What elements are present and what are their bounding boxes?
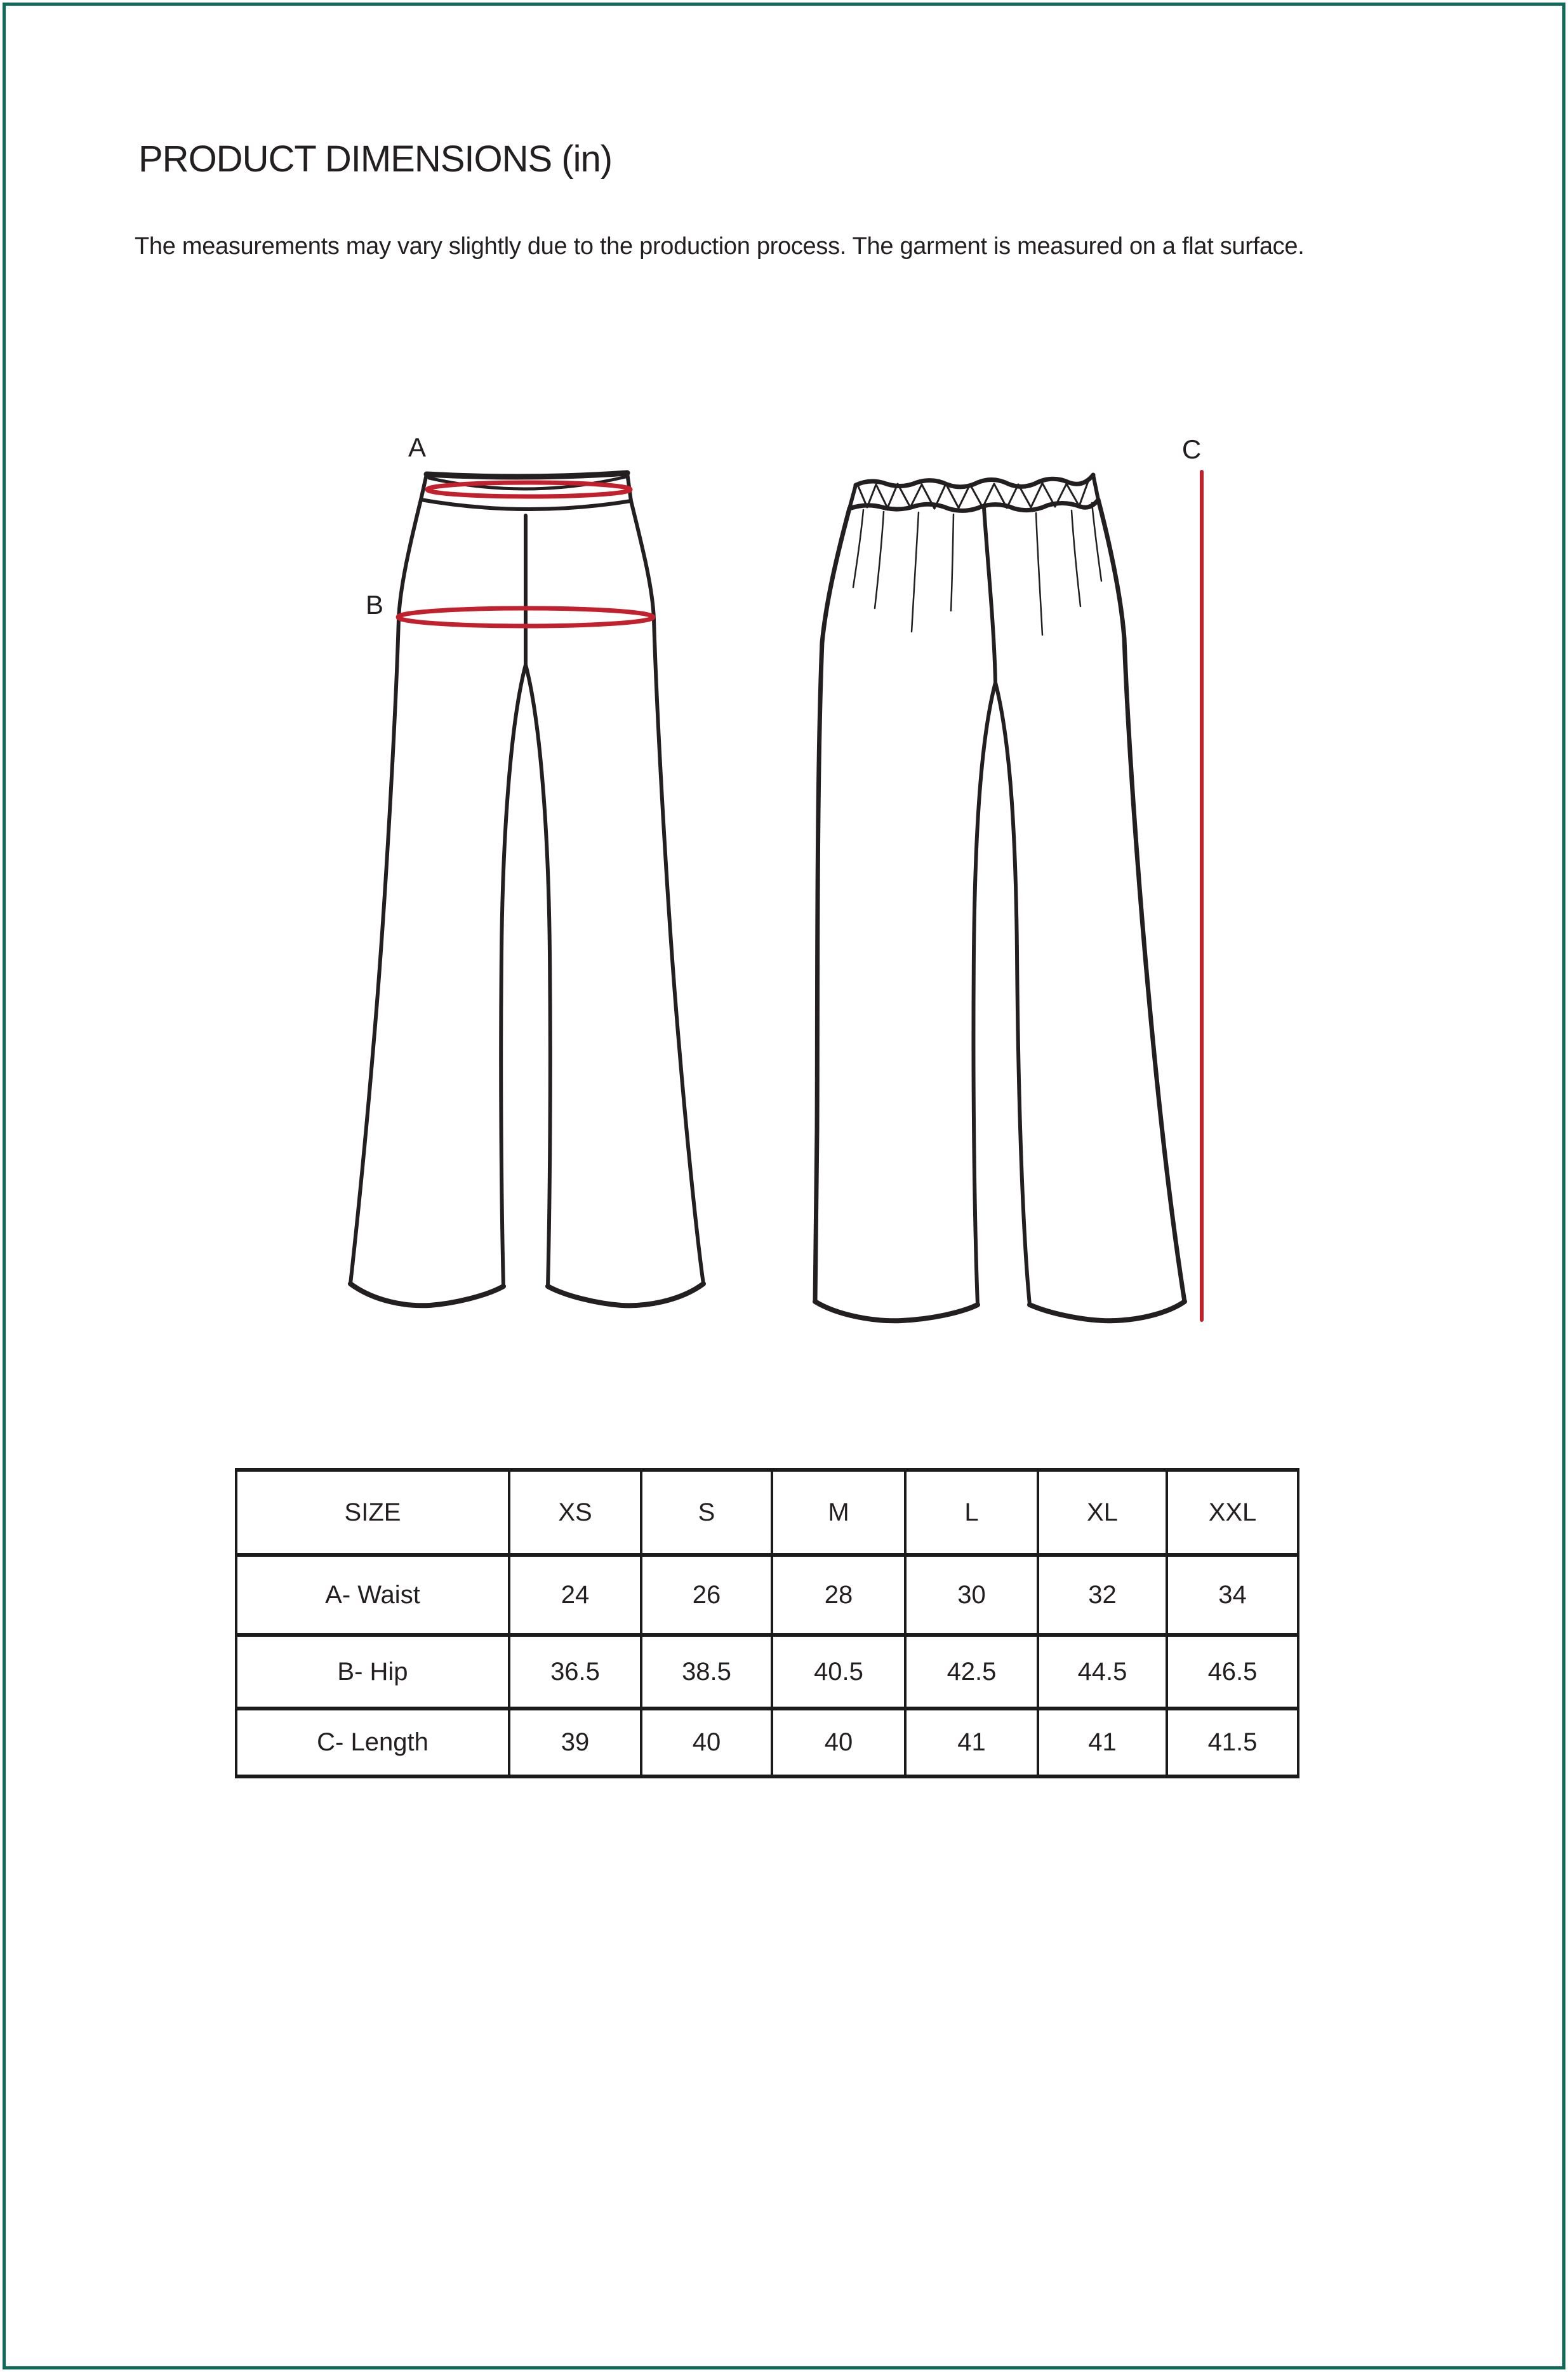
column-header-s: S xyxy=(641,1470,772,1555)
cell-value: 34 xyxy=(1167,1555,1298,1635)
cell-value: 30 xyxy=(905,1555,1038,1635)
cell-value: 32 xyxy=(1038,1555,1167,1635)
table-header-row xyxy=(236,1470,1298,1555)
cell-value: 41.5 xyxy=(1167,1709,1298,1776)
column-header-xl: XL xyxy=(1038,1470,1167,1555)
column-header-xs: XS xyxy=(509,1470,641,1555)
column-header-xxl: XXL xyxy=(1167,1470,1298,1555)
cell-value: 40 xyxy=(641,1709,772,1776)
page-subtitle: The measurements may vary slightly due to the production process. The garment is measured on a flat surface. xyxy=(135,233,1305,260)
measure-label-a: A xyxy=(408,432,427,462)
table-row-waist xyxy=(236,1555,1298,1635)
cell-value: 41 xyxy=(905,1709,1038,1776)
cell-value: 26 xyxy=(641,1555,772,1635)
table-row-length xyxy=(236,1709,1298,1776)
row-label: B- Hip xyxy=(236,1635,509,1709)
table-row-hip xyxy=(236,1635,1298,1709)
back-pants-drawing xyxy=(815,475,1185,1321)
cell-value: 24 xyxy=(509,1555,641,1635)
cell-value: 41 xyxy=(1038,1709,1167,1776)
measure-label-b: B xyxy=(365,590,384,620)
column-header-m: M xyxy=(772,1470,905,1555)
column-header-l: L xyxy=(905,1470,1038,1555)
cell-value: 40 xyxy=(772,1709,905,1776)
cell-value: 40.5 xyxy=(772,1635,905,1709)
measurement-marks xyxy=(398,472,1202,1320)
row-label: A- Waist xyxy=(236,1555,509,1635)
cell-value: 38.5 xyxy=(641,1635,772,1709)
cell-value: 36.5 xyxy=(509,1635,641,1709)
front-pants-drawing xyxy=(350,473,703,1305)
page-title: PRODUCT DIMENSIONS (in) xyxy=(138,138,613,180)
cell-value: 42.5 xyxy=(905,1635,1038,1709)
measure-label-c: C xyxy=(1181,434,1202,464)
cell-value: 44.5 xyxy=(1038,1635,1167,1709)
column-header-size: SIZE xyxy=(236,1470,509,1555)
cell-value: 39 xyxy=(509,1709,641,1776)
cell-value: 28 xyxy=(772,1555,905,1635)
cell-value: 46.5 xyxy=(1167,1635,1298,1709)
size-chart-table xyxy=(235,1468,1299,1778)
row-label: C- Length xyxy=(236,1709,509,1776)
